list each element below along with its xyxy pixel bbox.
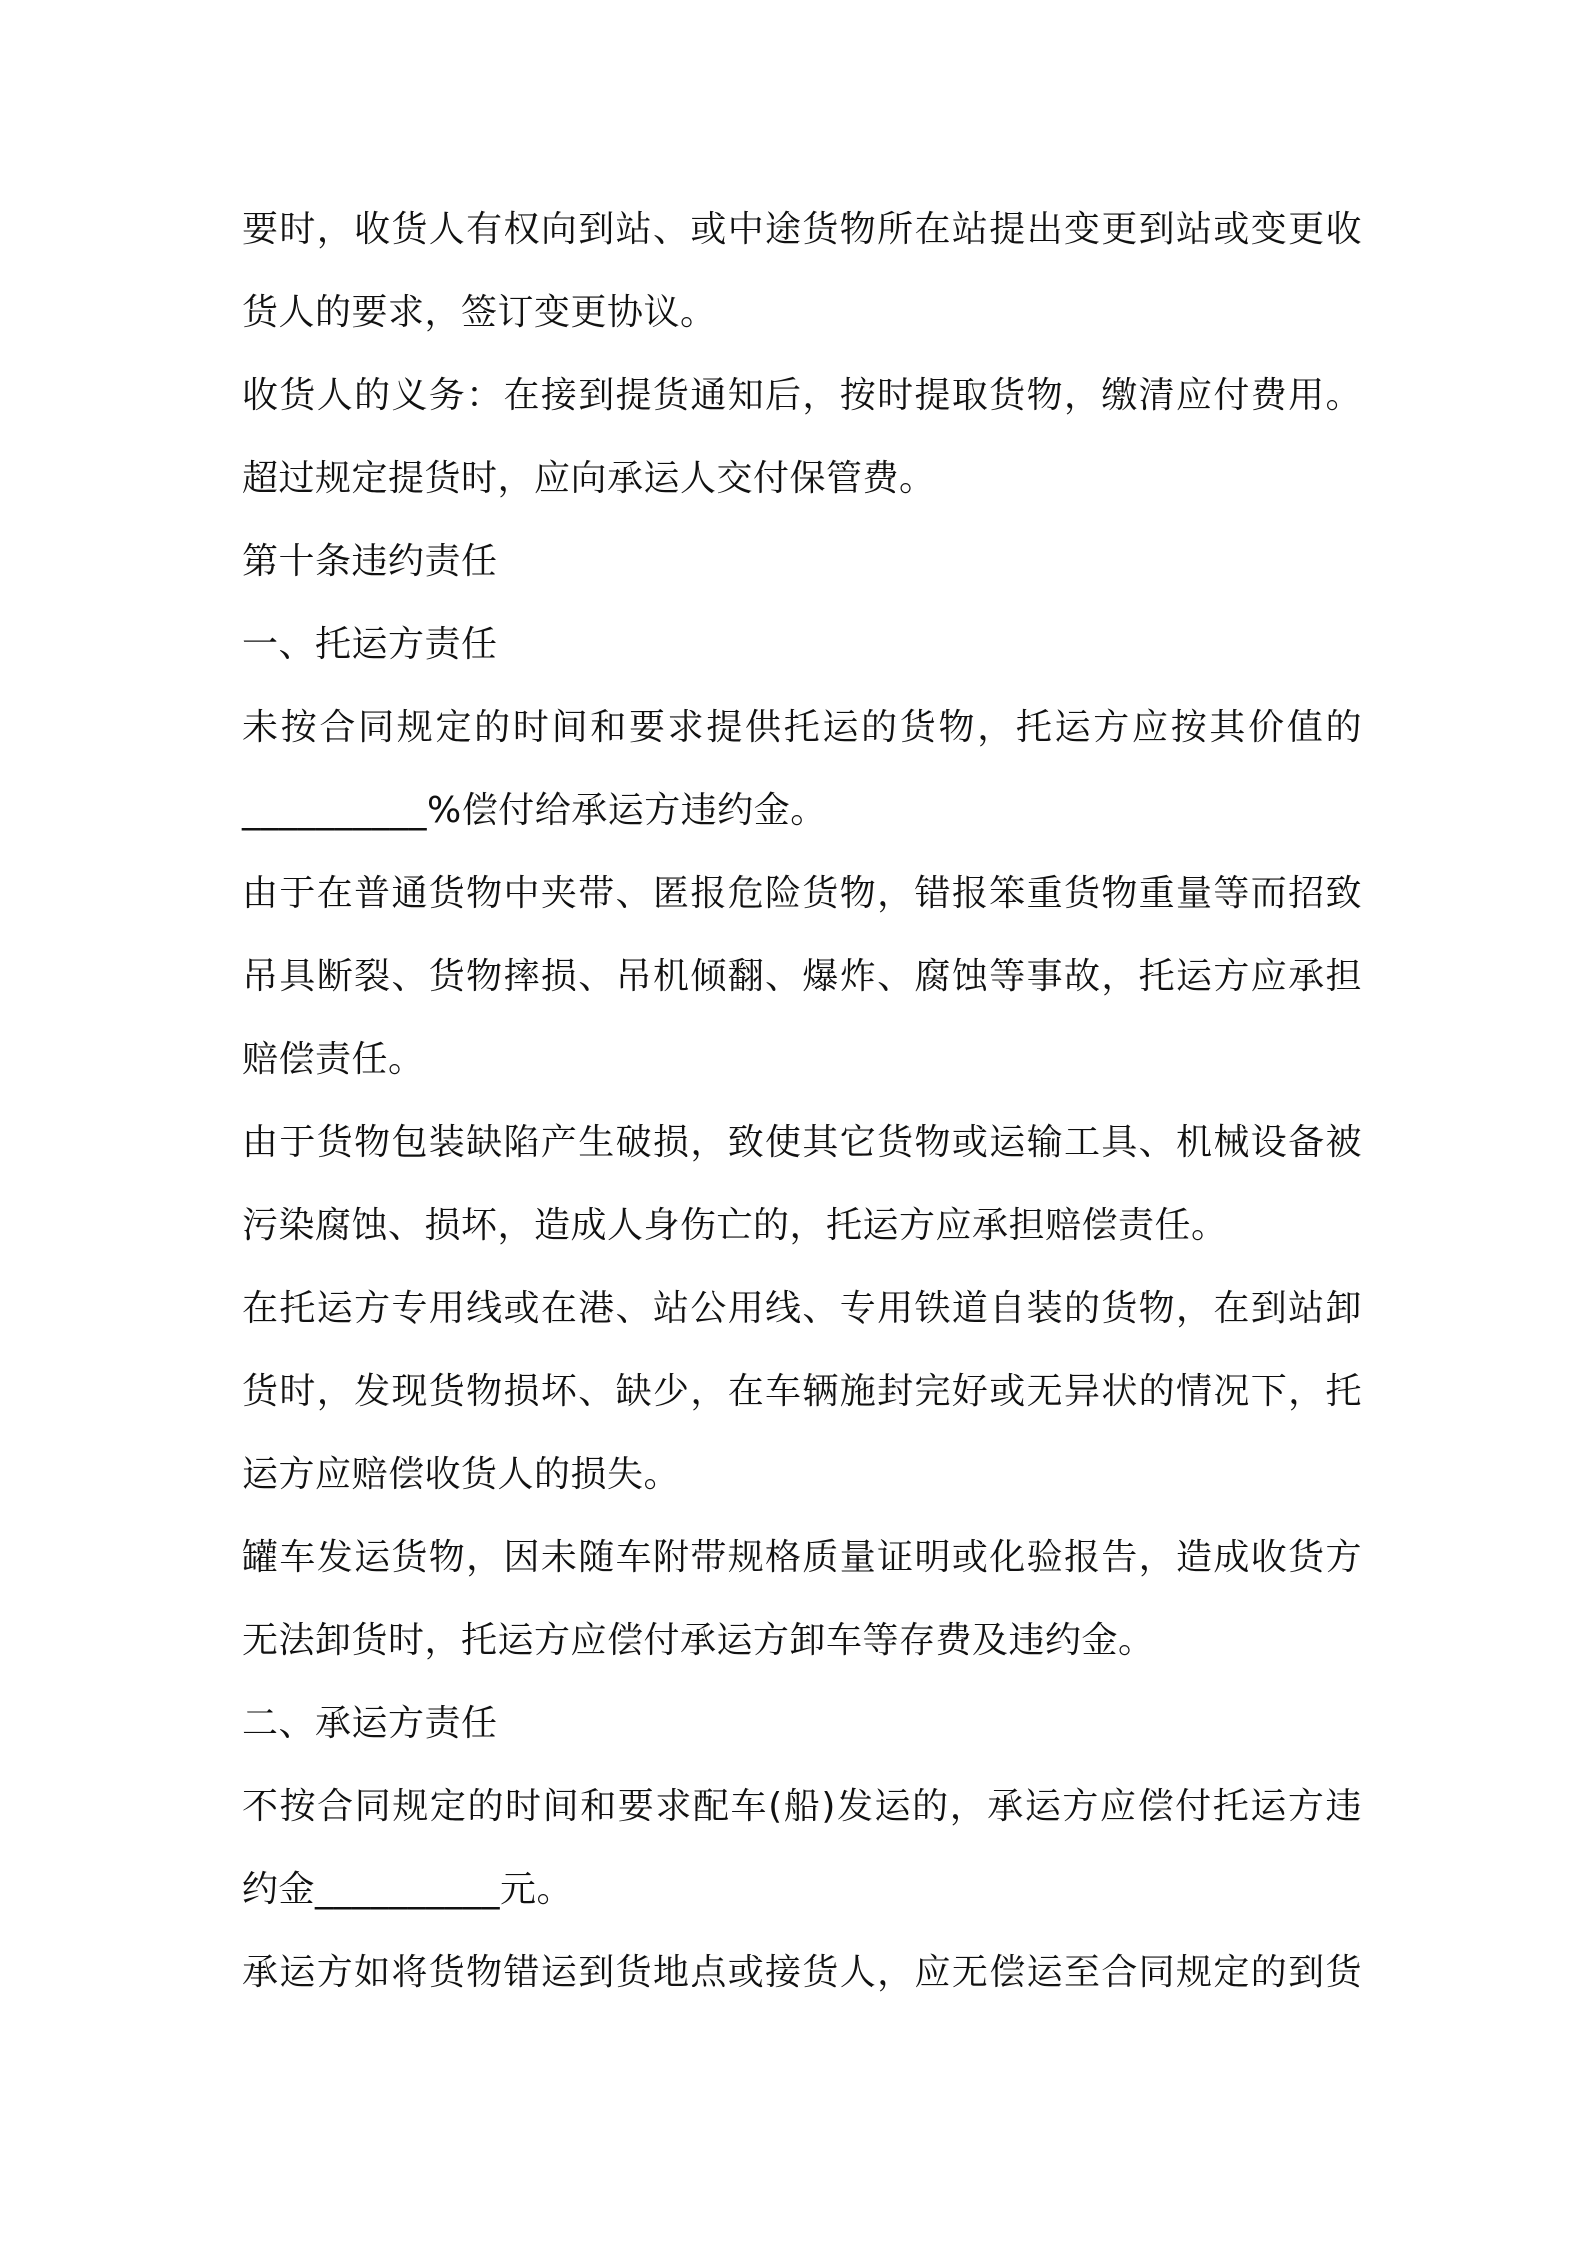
text-line: 约金__________元。 — [242, 1869, 574, 1910]
text-line: 货时，发现货物损坏、缺少，在车辆施封完好或无异状的情况下，托 — [242, 1371, 1362, 1412]
subsection-heading: 一、托运方责任 — [242, 624, 498, 665]
text-line: 收货人的义务：在接到提货通知后，按时提取货物，缴清应付费用。 — [242, 375, 1362, 416]
text-line: 在托运方专用线或在港、站公用线、专用铁道自装的货物，在到站卸 — [242, 1288, 1362, 1329]
text-line: 罐车发运货物，因未随车附带规格质量证明或化验报告，造成收货方 — [242, 1537, 1362, 1578]
text-line: 由于在普通货物中夹带、匿报危险货物，错报笨重货物重量等而招致 — [242, 873, 1362, 914]
text-line: 要时，收货人有权向到站、或中途货物所在站提出变更到站或变更收 — [242, 209, 1362, 250]
text-line: 超过规定提货时，应向承运人交付保管费。 — [242, 458, 936, 499]
text-line: 由于货物包装缺陷产生破损，致使其它货物或运输工具、机械设备被 — [242, 1122, 1362, 1163]
text-line: 承运方如将货物错运到货地点或接货人，应无偿运至合同规定的到货 — [242, 1952, 1362, 1993]
text-line: 赔偿责任。 — [242, 1039, 425, 1080]
text-line: 运方应赔偿收货人的损失。 — [242, 1454, 681, 1495]
text-line: 未按合同规定的时间和要求提供托运的货物，托运方应按其价值的 — [242, 707, 1362, 748]
subsection-heading: 二、承运方责任 — [242, 1703, 498, 1744]
text-line: 污染腐蚀、损坏，造成人身伤亡的，托运方应承担赔偿责任。 — [242, 1205, 1228, 1246]
section-heading: 第十条违约责任 — [242, 541, 498, 582]
text-line: 不按合同规定的时间和要求配车(船)发运的，承运方应偿付托运方违 — [242, 1786, 1362, 1827]
text-line: 无法卸货时，托运方应偿付承运方卸车等存费及违约金。 — [242, 1620, 1155, 1661]
text-line: __________%偿付给承运方违约金。 — [242, 790, 827, 831]
text-line: 吊具断裂、货物摔损、吊机倾翻、爆炸、腐蚀等事故，托运方应承担 — [242, 956, 1362, 997]
text-line: 货人的要求，签订变更协议。 — [242, 292, 717, 333]
